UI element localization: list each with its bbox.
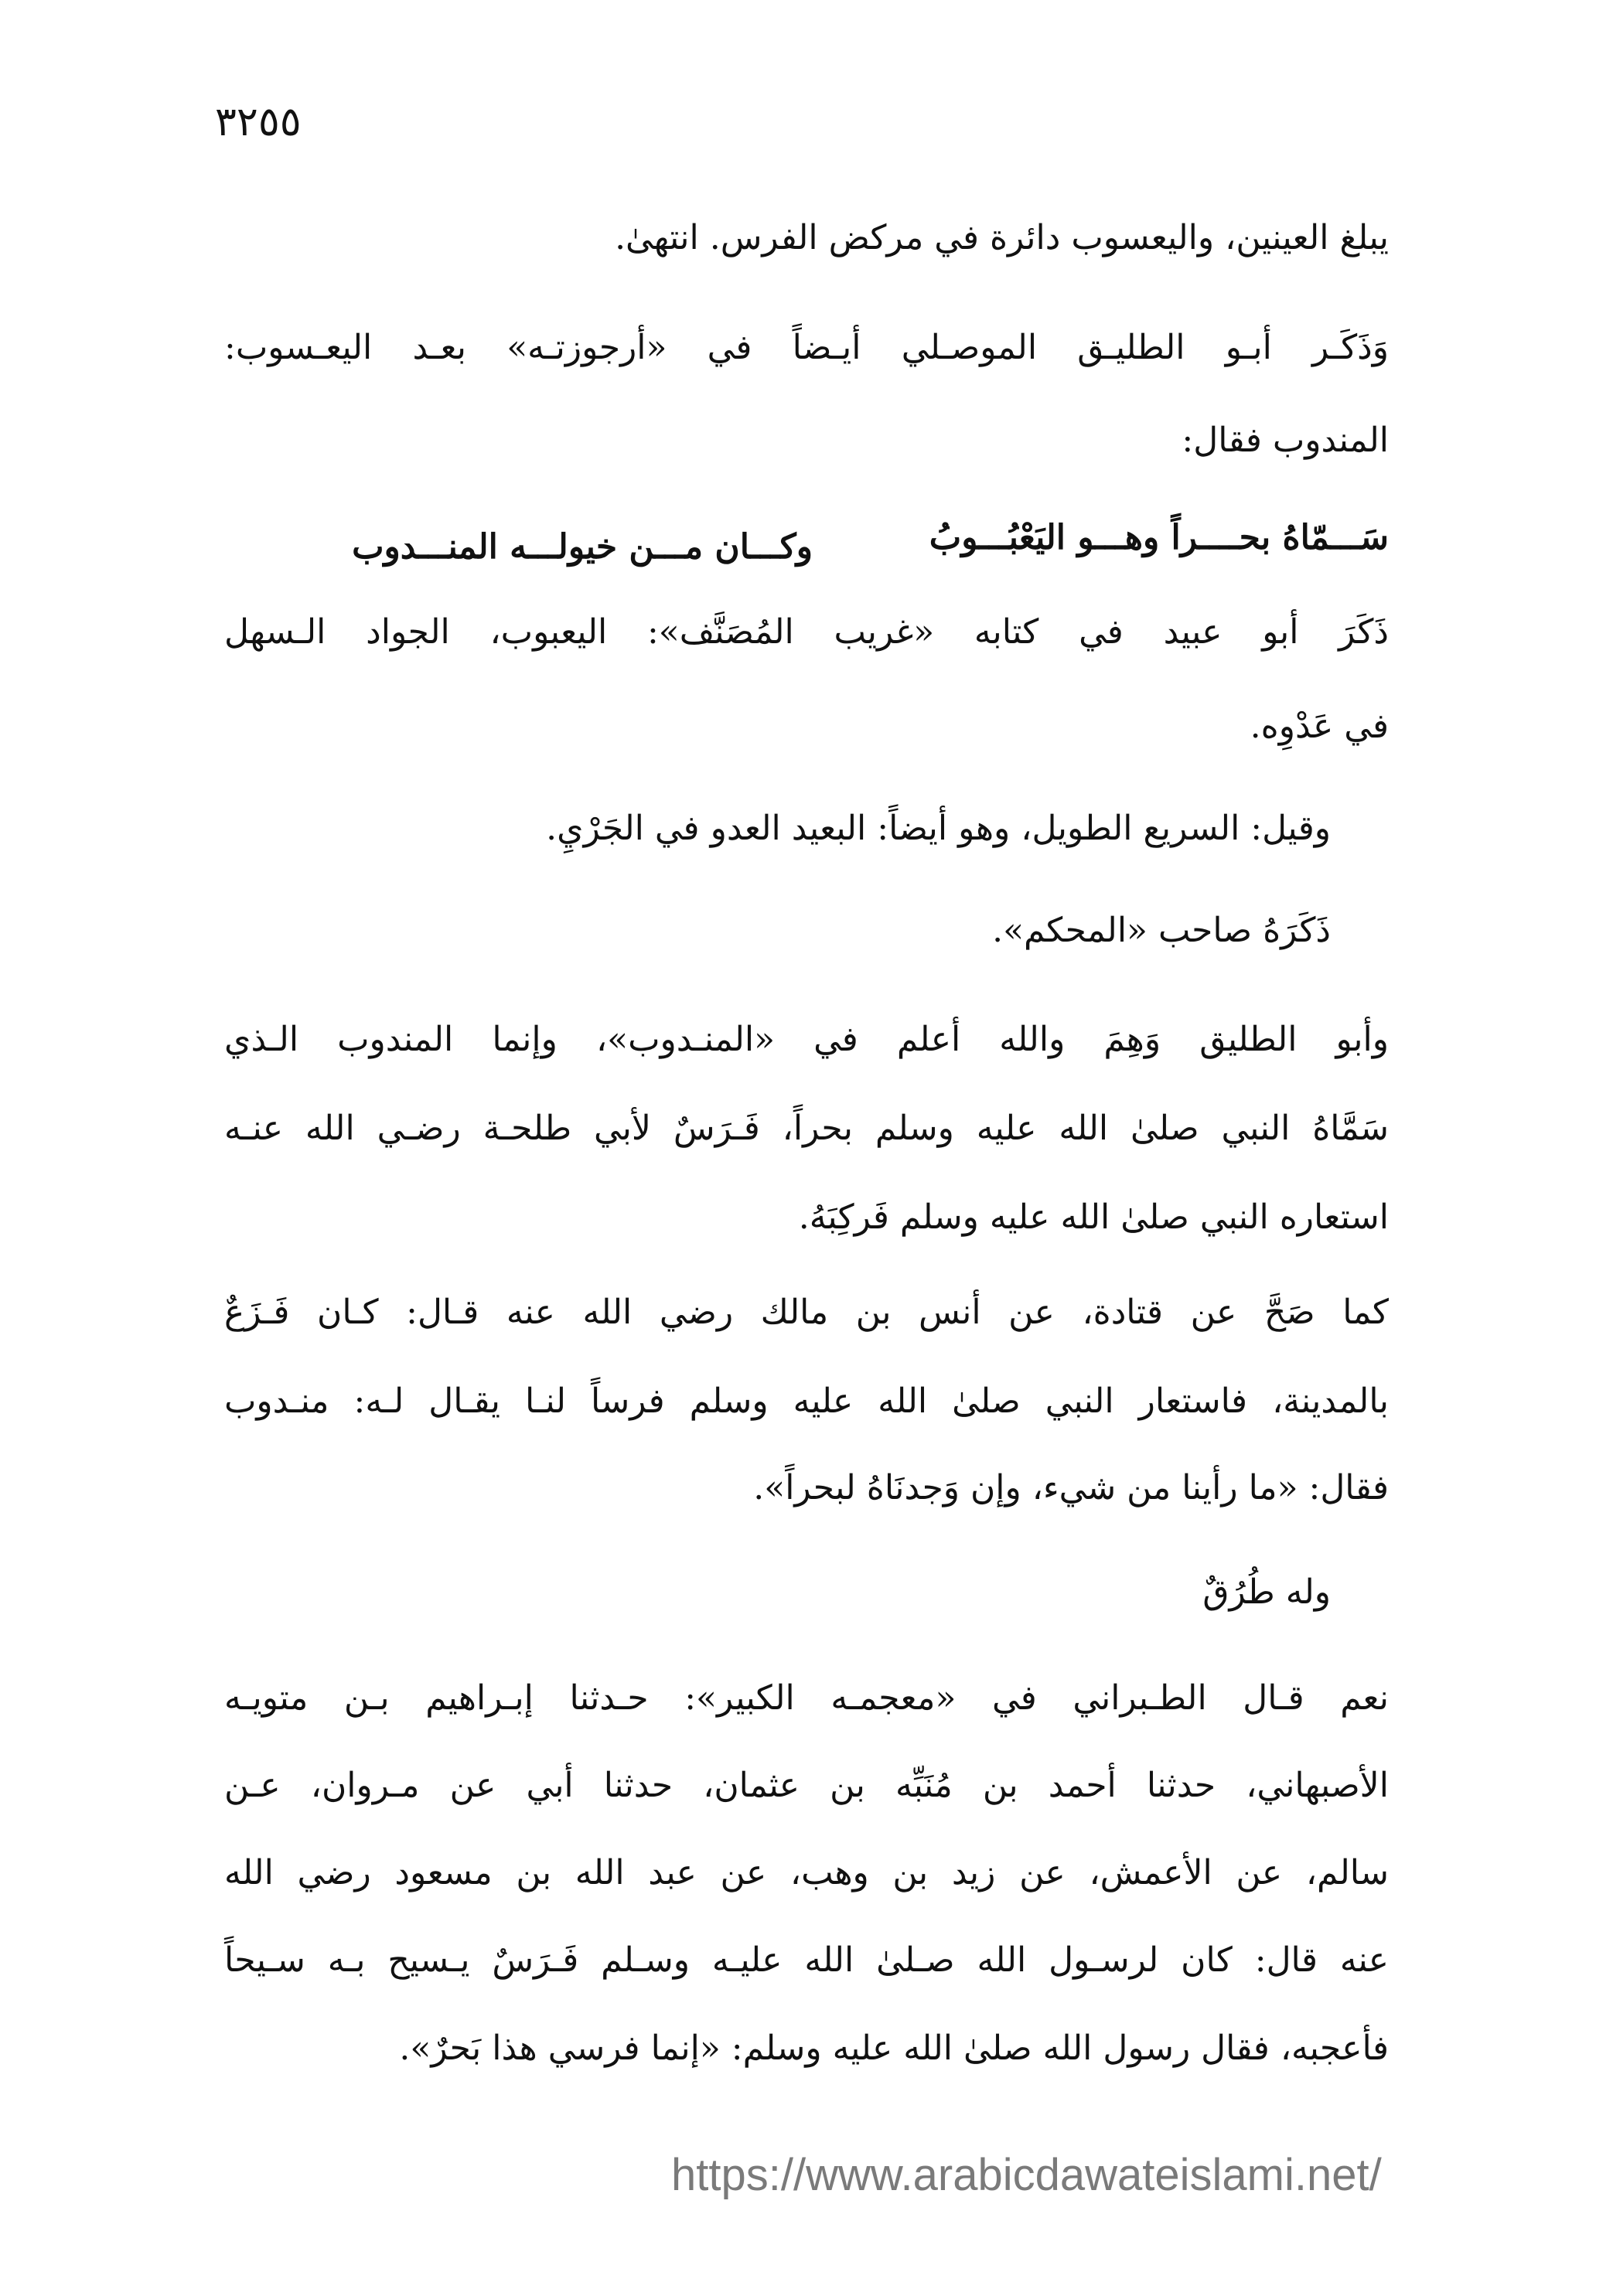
- text-line-9: وأبو الطليق وَهِمَ والله أعلم في «المنـدوب»، وإنما المندوب الـذي: [224, 1020, 1389, 1059]
- text-line-7: وقيل: السريع الطويل، وهو أيضاً: البعيد العدو في الجَرْيِ.: [546, 809, 1331, 848]
- text-line-12: كما صَحَّ عن قتادة، عن أنس بن مالك رضي الله عنه قـال: كـان فَـزَعٌ: [224, 1293, 1389, 1332]
- text-line-19: عنه قال: كان لرسـول الله صـلىٰ الله عليـه وسـلم فَـرَسٌ يـسيح بـه سـيحاً: [224, 1940, 1389, 1980]
- verse-hemistich-second: سَـــمّاهُ بحــــراً وهـــو اليَعْبُـــوبُ: [929, 518, 1389, 557]
- text-line-2: وَذَكَـر أبـو الطليـق الموصـلي أيـضاً في «أرجوزتـه» بعـد اليعـسوب:: [224, 328, 1389, 367]
- verse-hemistich-first: وكـــان مـــن خيولـــه المنـــدوب: [352, 527, 813, 567]
- text-line-15: وله طُرُقٌ: [1202, 1572, 1331, 1612]
- text-line-3: المندوب فقال:: [1182, 421, 1389, 460]
- text-line-13: بالمدينة، فاستعار النبي صلىٰ الله عليه وسلم فرساً لنـا يقـال لـه: منـدوب: [224, 1381, 1389, 1421]
- text-line-1: يبلغ العينين، واليعسوب دائرة في مركض الفرس. انتهىٰ.: [615, 218, 1389, 257]
- text-line-10: سَمَّاهُ النبي صلىٰ الله عليه وسلم بحراً، فَـرَسٌ لأبي طلحـة رضـي الله عنـه: [224, 1109, 1389, 1148]
- watermark-url: https://www.arabicdawateislami.net/: [671, 2150, 1382, 2200]
- text-line-20: فأعجبه، فقال رسول الله صلىٰ الله عليه وسلم: «إنما فرسي هذا بَحرٌ».: [399, 2029, 1389, 2068]
- text-line-18: سالم، عن الأعمش، عن زيد بن وهب، عن عبد الله بن مسعود رضي الله: [224, 1853, 1389, 1892]
- text-line-8: ذَكَرَهُ صاحب «المحكم».: [992, 911, 1331, 950]
- text-line-14: فقال: «ما رأينا من شيء، وإن وَجدنَاهُ لبحراً».: [753, 1468, 1389, 1507]
- text-line-16: نعم قـال الطـبراني في «معجمـه الكبير»: حـدثنا إبـراهيم بـن متويـه: [224, 1678, 1389, 1718]
- page-number: ٣٢٥٥: [215, 99, 302, 145]
- text-line-17: الأصبهاني، حدثنا أحمد بن مُنَبِّه بن عثمان، حدثنا أبي عن مـروان، عـن: [224, 1766, 1389, 1805]
- text-line-5: ذَكَرَ أبو عبيد في كتابه «غريب المُصَنَّف»: اليعبوب، الجواد الـسهل: [224, 612, 1389, 652]
- text-line-6: في عَدْوِه.: [1250, 707, 1389, 746]
- text-line-11: استعاره النبي صلىٰ الله عليه وسلم فَركِبَهُ.: [798, 1197, 1389, 1237]
